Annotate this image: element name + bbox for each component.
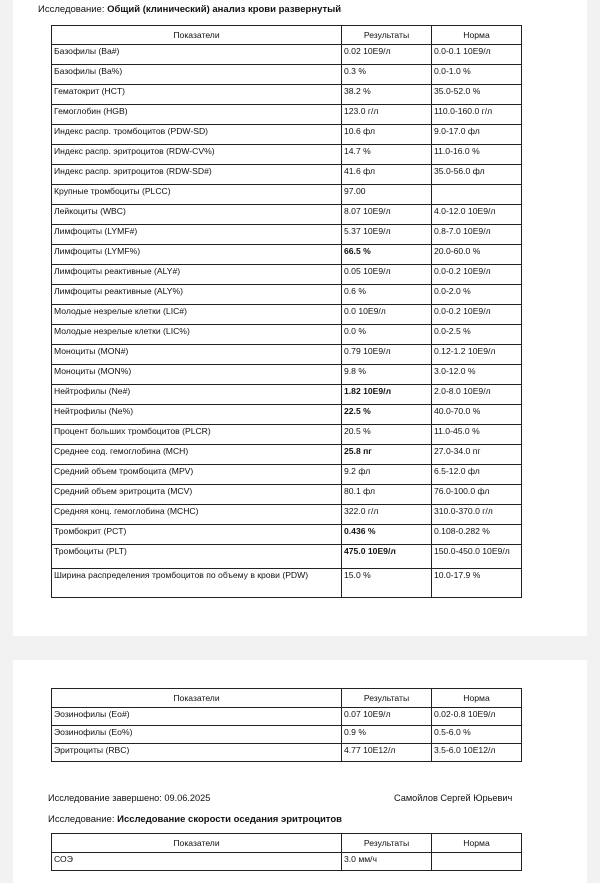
- result-value: 25.8 пг: [342, 445, 432, 465]
- table-row: [52, 125, 522, 145]
- norm-range: 11.0-16.0 %: [432, 145, 522, 165]
- esr-results-table: [51, 833, 522, 871]
- table-row: [52, 265, 522, 285]
- cbc-results-table: [51, 25, 522, 598]
- indicator-name: Нейтрофилы (Ne%): [52, 405, 342, 425]
- indicator-name: Моноциты (MON#): [52, 345, 342, 365]
- table-row: [52, 853, 522, 871]
- norm-range: 150.0-450.0 10E9/л: [432, 545, 522, 569]
- table-row: [52, 345, 522, 365]
- indicator-name: Базофилы (Ba%): [52, 65, 342, 85]
- result-value: 0.79 10E9/л: [342, 345, 432, 365]
- table-row: [52, 305, 522, 325]
- table-row: [52, 385, 522, 405]
- result-value: 80.1 фл: [342, 485, 432, 505]
- indicator-name: Лимфоциты (LYMF#): [52, 225, 342, 245]
- result-value: 5.37 10E9/л: [342, 225, 432, 245]
- indicator-name: СОЭ: [52, 853, 342, 871]
- norm-range: [432, 853, 522, 871]
- result-value: 0.9 %: [342, 726, 432, 744]
- indicator-name: Молодые незрелые клетки (LIC#): [52, 305, 342, 325]
- result-value: 475.0 10E9/л: [342, 545, 432, 569]
- table-row: [52, 708, 522, 726]
- norm-range: 0.108-0.282 %: [432, 525, 522, 545]
- table-row: [52, 405, 522, 425]
- table-row: [52, 744, 522, 762]
- indicator-name: Средняя конц. гемоглобина (MCHC): [52, 505, 342, 525]
- table-row: [52, 525, 522, 545]
- norm-range: 0.0-1.0 %: [432, 65, 522, 85]
- table-row: [52, 285, 522, 305]
- norm-range: 2.0-8.0 10E9/л: [432, 385, 522, 405]
- indicator-name: Ширина распределения тромбоцитов по объему в крови (PDW): [52, 569, 342, 598]
- indicator-name: Индекс распр. эритроцитов (RDW-SD#): [52, 165, 342, 185]
- indicator-name: Индекс распр. эритроцитов (RDW-CV%): [52, 145, 342, 165]
- norm-range: 110.0-160.0 г/л: [432, 105, 522, 125]
- table-row: [52, 505, 522, 525]
- table-row: [52, 245, 522, 265]
- header-indicator: Показатели: [52, 26, 342, 45]
- table-row: [52, 465, 522, 485]
- indicator-name: Среднее сод. гемоглобина (MCH): [52, 445, 342, 465]
- norm-range: 0.5-6.0 %: [432, 726, 522, 744]
- norm-range: 310.0-370.0 г/л: [432, 505, 522, 525]
- indicator-name: Лимфоциты реактивные (ALY%): [52, 285, 342, 305]
- result-value: 41.6 фл: [342, 165, 432, 185]
- norm-range: 76.0-100.0 фл: [432, 485, 522, 505]
- norm-range: [432, 185, 522, 205]
- result-value: 0.6 %: [342, 285, 432, 305]
- result-value: 0.02 10E9/л: [342, 45, 432, 65]
- indicator-name: Тромбокрит (PCT): [52, 525, 342, 545]
- norm-range: 0.12-1.2 10E9/л: [432, 345, 522, 365]
- completion-date: Исследование завершено: 09.06.2025: [48, 793, 211, 803]
- table-row: [52, 485, 522, 505]
- result-value: 9.2 фл: [342, 465, 432, 485]
- result-value: 10.6 фл: [342, 125, 432, 145]
- result-value: 20.5 %: [342, 425, 432, 445]
- table-row: [52, 205, 522, 225]
- norm-range: 20.0-60.0 %: [432, 245, 522, 265]
- study-title-esr: Исследование: Исследование скорости оседания эритроцитов: [48, 814, 342, 825]
- norm-range: 3.0-12.0 %: [432, 365, 522, 385]
- norm-range: 0.0-2.5 %: [432, 325, 522, 345]
- table-row: [52, 545, 522, 569]
- header-norm: Норма: [432, 689, 522, 708]
- indicator-name: Гемоглобин (HGB): [52, 105, 342, 125]
- norm-range: 27.0-34.0 пг: [432, 445, 522, 465]
- table-row: [52, 225, 522, 245]
- table-row: [52, 325, 522, 345]
- indicator-name: Средний объем тромбоцита (MPV): [52, 465, 342, 485]
- indicator-name: Лимфоциты (LYMF%): [52, 245, 342, 265]
- result-value: 0.07 10E9/л: [342, 708, 432, 726]
- cbc-results-table-continued: [51, 688, 522, 762]
- table-row: [52, 726, 522, 744]
- norm-range: 0.0-0.1 10E9/л: [432, 45, 522, 65]
- result-value: 0.0 10E9/л: [342, 305, 432, 325]
- result-value: 0.0 %: [342, 325, 432, 345]
- indicator-name: Тромбоциты (PLT): [52, 545, 342, 569]
- indicator-name: Индекс распр. тромбоцитов (PDW-SD): [52, 125, 342, 145]
- result-value: 0.3 %: [342, 65, 432, 85]
- table-row: [52, 165, 522, 185]
- result-value: 14.7 %: [342, 145, 432, 165]
- result-value: 97.00: [342, 185, 432, 205]
- norm-range: 0.0-0.2 10E9/л: [432, 265, 522, 285]
- table-row: [52, 105, 522, 125]
- indicator-name: Лимфоциты реактивные (ALY#): [52, 265, 342, 285]
- table-row: [52, 425, 522, 445]
- indicator-name: Средний объем эритроцита (MCV): [52, 485, 342, 505]
- result-value: 4.77 10E12/л: [342, 744, 432, 762]
- header-indicator: Показатели: [52, 834, 342, 853]
- indicator-name: Молодые незрелые клетки (LIC%): [52, 325, 342, 345]
- norm-range: 35.0-52.0 %: [432, 85, 522, 105]
- table-row: [52, 569, 522, 598]
- indicator-name: Процент больших тромбоцитов (PLCR): [52, 425, 342, 445]
- table-row: [52, 185, 522, 205]
- result-value: 15.0 %: [342, 569, 432, 598]
- indicator-name: Эозинофилы (Eo#): [52, 708, 342, 726]
- table-row: [52, 85, 522, 105]
- result-value: 322.0 г/л: [342, 505, 432, 525]
- indicator-name: Эритроциты (RBC): [52, 744, 342, 762]
- indicator-name: Нейтрофилы (Ne#): [52, 385, 342, 405]
- norm-range: 3.5-6.0 10E12/л: [432, 744, 522, 762]
- header-indicator: Показатели: [52, 689, 342, 708]
- norm-range: 0.02-0.8 10E9/л: [432, 708, 522, 726]
- header-result: Результаты: [342, 26, 432, 45]
- study-title: Исследование: Общий (клинический) анализ крови развернутый: [38, 4, 342, 15]
- result-value: 66.5 %: [342, 245, 432, 265]
- norm-range: 35.0-56.0 фл: [432, 165, 522, 185]
- result-value: 22.5 %: [342, 405, 432, 425]
- table-row: [52, 45, 522, 65]
- norm-range: 40.0-70.0 %: [432, 405, 522, 425]
- norm-range: 0.0-0.2 10E9/л: [432, 305, 522, 325]
- header-result: Результаты: [342, 689, 432, 708]
- doctor-name: Самойлов Сергей Юрьевич: [394, 793, 513, 803]
- norm-range: 9.0-17.0 фл: [432, 125, 522, 145]
- indicator-name: Моноциты (MON%): [52, 365, 342, 385]
- table-row: [52, 365, 522, 385]
- header-norm: Норма: [432, 26, 522, 45]
- norm-range: 10.0-17.9 %: [432, 569, 522, 598]
- header-norm: Норма: [432, 834, 522, 853]
- result-value: 123.0 г/л: [342, 105, 432, 125]
- header-result: Результаты: [342, 834, 432, 853]
- norm-range: 4.0-12.0 10E9/л: [432, 205, 522, 225]
- table-row: [52, 65, 522, 85]
- result-value: 1.82 10E9/л: [342, 385, 432, 405]
- result-value: 8.07 10E9/л: [342, 205, 432, 225]
- table-row: [52, 145, 522, 165]
- norm-range: 0.8-7.0 10E9/л: [432, 225, 522, 245]
- indicator-name: Гематокрит (HCT): [52, 85, 342, 105]
- indicator-name: Эозинофилы (Eo%): [52, 726, 342, 744]
- indicator-name: Крупные тромбоциты (PLCC): [52, 185, 342, 205]
- norm-range: 11.0-45.0 %: [432, 425, 522, 445]
- indicator-name: Лейкоциты (WBC): [52, 205, 342, 225]
- result-value: 0.05 10E9/л: [342, 265, 432, 285]
- result-value: 9.8 %: [342, 365, 432, 385]
- result-value: 38.2 %: [342, 85, 432, 105]
- result-value: 0.436 %: [342, 525, 432, 545]
- table-row: [52, 445, 522, 465]
- norm-range: 6.5-12.0 фл: [432, 465, 522, 485]
- norm-range: 0.0-2.0 %: [432, 285, 522, 305]
- indicator-name: Базофилы (Ba#): [52, 45, 342, 65]
- result-value: 3.0 мм/ч: [342, 853, 432, 871]
